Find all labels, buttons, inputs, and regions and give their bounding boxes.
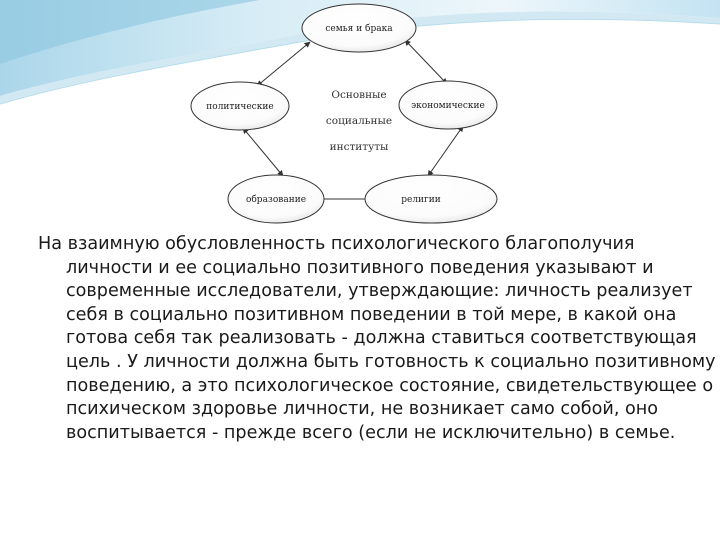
node-top xyxy=(302,4,416,52)
center-label xyxy=(326,89,392,153)
node-bottom-right xyxy=(365,175,497,223)
center-label-line-1: Основные xyxy=(331,89,387,101)
arrow-left-bottom xyxy=(243,128,283,176)
center-label-line-3: институты xyxy=(329,141,389,153)
center-label-line-2: социальные xyxy=(325,115,393,127)
arrow-top-right xyxy=(405,40,447,84)
arrow-right-bottom xyxy=(428,126,463,176)
body-paragraph: На взаимную обусловленность психологического благополучия личности и ее социально позитивного поведения указывают и современные исследователи, утверждающие: личность реализует себя в социально позитивном поведении в той мере, в какой она готова себя так реализовать - должна ставиться соответствующая цель . У личности должна быть готовность к социально позитивному поведению, а это психологическое состояние, свидетельствующее о психическом здоровье личности, не возникает само собой, оно воспитывается - прежде всего (если не исключительно) в семье. xyxy=(38,234,716,443)
node-right-label: экономические xyxy=(411,101,485,111)
institutions-diagram xyxy=(185,0,515,230)
node-top-label: семья и брака xyxy=(325,24,393,34)
node-right xyxy=(399,81,497,129)
node-left-label: политические xyxy=(206,102,274,112)
node-left xyxy=(191,82,289,130)
node-bottom-left xyxy=(228,175,324,223)
arrow-top-left xyxy=(257,42,310,86)
node-bottom-left-label: образование xyxy=(245,195,307,205)
node-bottom-right-label: религии xyxy=(401,195,441,205)
